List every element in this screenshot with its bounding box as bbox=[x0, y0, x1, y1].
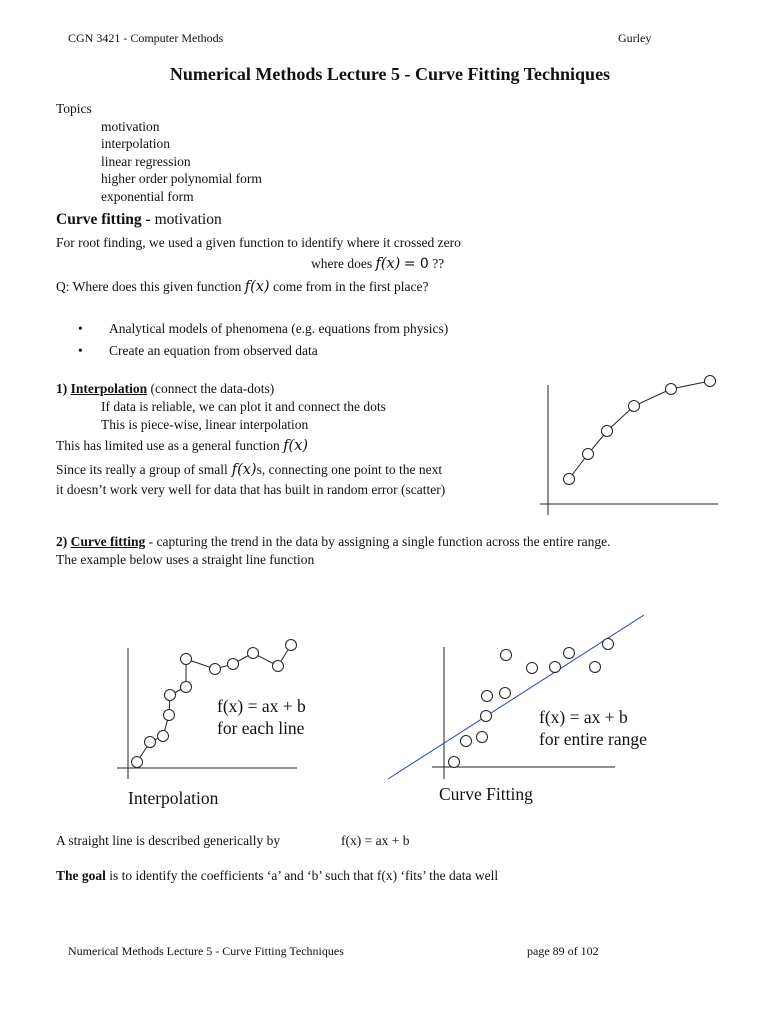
heading-bold: Curve fitting - bbox=[56, 211, 151, 228]
bullet-dot: • bbox=[78, 321, 83, 336]
right-eq2: for entire range bbox=[539, 729, 647, 749]
bullet-dot: • bbox=[78, 343, 83, 358]
curve-fitting-heading bbox=[56, 534, 610, 550]
data-point bbox=[482, 691, 493, 702]
data-point bbox=[461, 736, 472, 747]
left-caption: Interpolation bbox=[128, 788, 219, 808]
data-point bbox=[666, 384, 677, 395]
interpolation-heading bbox=[56, 381, 274, 397]
data-point bbox=[181, 654, 192, 665]
header-course: CGN 3421 - Computer Methods bbox=[68, 31, 224, 45]
left-eq1: f(x) = ax + b bbox=[217, 696, 306, 716]
curve-fitting-rest: - capturing the trend in the data by assigning a single function across the entire range. bbox=[148, 534, 611, 549]
section-number: 1) bbox=[56, 381, 68, 396]
goal-rest: is to identify the coefficients ‘a’ and ‘b’ such that f(x) ‘fits’ the data well bbox=[109, 868, 499, 883]
data-point bbox=[181, 682, 192, 693]
data-point bbox=[501, 650, 512, 661]
curve-fitting-line2: The example below uses a straight line function bbox=[56, 552, 315, 567]
data-point bbox=[564, 474, 575, 485]
data-point bbox=[481, 711, 492, 722]
heading-rest: motivation bbox=[154, 211, 222, 228]
data-point bbox=[210, 664, 221, 675]
topic-item: linear regression bbox=[101, 154, 191, 169]
data-point bbox=[500, 688, 511, 699]
topic-item: interpolation bbox=[101, 136, 170, 151]
data-point bbox=[629, 401, 640, 412]
straight-line-text: A straight line is described generically by bbox=[56, 833, 281, 848]
data-point bbox=[132, 757, 143, 768]
interp-line4-fx: f(x) bbox=[231, 462, 257, 478]
topic-item: higher order polynomial form bbox=[101, 171, 262, 186]
question-line bbox=[56, 279, 429, 295]
where-does-line bbox=[311, 256, 444, 272]
where-prefix: where does bbox=[311, 256, 373, 271]
where-fx: f(x) bbox=[375, 256, 401, 272]
topic-item: exponential form bbox=[101, 189, 194, 204]
data-point bbox=[286, 640, 297, 651]
topic-item: motivation bbox=[101, 119, 160, 134]
data-point bbox=[165, 690, 176, 701]
left-eq2: for each line bbox=[217, 718, 305, 738]
q-suffix: come from in the first place? bbox=[272, 279, 429, 294]
topics-heading: Topics bbox=[56, 101, 92, 116]
interp-line4-suffix: s, connecting one point to the next bbox=[256, 462, 443, 477]
interp-line2: This is piece-wise, linear interpolation bbox=[101, 417, 309, 432]
where-eq: = 0 bbox=[403, 256, 429, 272]
right-eq1: f(x) = ax + b bbox=[539, 707, 628, 727]
header-author: Gurley bbox=[618, 31, 652, 45]
section-number: 2) bbox=[56, 534, 68, 549]
data-point bbox=[705, 376, 716, 387]
data-point bbox=[527, 663, 538, 674]
goal-line bbox=[56, 868, 498, 884]
straight-line-eq: f(x) = ax + b bbox=[341, 833, 410, 848]
bullet-item: Create an equation from observed data bbox=[109, 343, 318, 358]
data-point bbox=[583, 449, 594, 460]
footer-page: page 89 of 102 bbox=[527, 944, 599, 958]
interp-line5: it doesn’t work very well for data that has built in random error (scatter) bbox=[56, 482, 446, 497]
interp-line3-fx: f(x) bbox=[283, 438, 309, 454]
section-heading-motivation bbox=[56, 211, 222, 229]
data-point bbox=[564, 648, 575, 659]
motivation-line1: For root finding, we used a given function to identify where it crossed zero bbox=[56, 235, 461, 250]
data-point bbox=[273, 661, 284, 672]
q-prefix: Q: Where does this given function bbox=[56, 279, 242, 294]
interp-line4-text: Since its really a group of small bbox=[56, 462, 228, 477]
q-fx: f(x) bbox=[244, 279, 270, 295]
data-point bbox=[590, 662, 601, 673]
data-point bbox=[449, 757, 460, 768]
interp-line3-text: This has limited use as a general function bbox=[56, 438, 280, 453]
right-caption: Curve Fitting bbox=[439, 784, 533, 804]
small-interpolation-figure bbox=[540, 375, 725, 520]
where-suffix: ?? bbox=[432, 256, 445, 271]
data-point bbox=[158, 731, 169, 742]
data-point bbox=[477, 732, 488, 743]
data-point bbox=[164, 710, 175, 721]
data-point bbox=[602, 426, 613, 437]
interp-line4 bbox=[56, 462, 442, 478]
goal-bold: The goal bbox=[56, 868, 106, 883]
bullet-item: Analytical models of phenomena (e.g. equations from physics) bbox=[109, 321, 449, 336]
curve-fitting-label: Curve fitting bbox=[70, 534, 146, 549]
connect-line bbox=[569, 381, 710, 479]
footer-title: Numerical Methods Lecture 5 - Curve Fitting Techniques bbox=[68, 944, 344, 958]
interp-line1: If data is reliable, we can plot it and connect the dots bbox=[101, 399, 386, 414]
interp-line3 bbox=[56, 438, 308, 454]
interpolation-label: Interpolation bbox=[70, 381, 148, 396]
data-point bbox=[228, 659, 239, 670]
data-point bbox=[248, 648, 259, 659]
data-point bbox=[603, 639, 614, 650]
curve-fitting-figure bbox=[385, 612, 645, 782]
data-point bbox=[145, 737, 156, 748]
data-point bbox=[550, 662, 561, 673]
interpolation-paren: (connect the data-dots) bbox=[150, 381, 275, 396]
page-title: Numerical Methods Lecture 5 - Curve Fitting Techniques bbox=[169, 64, 611, 84]
